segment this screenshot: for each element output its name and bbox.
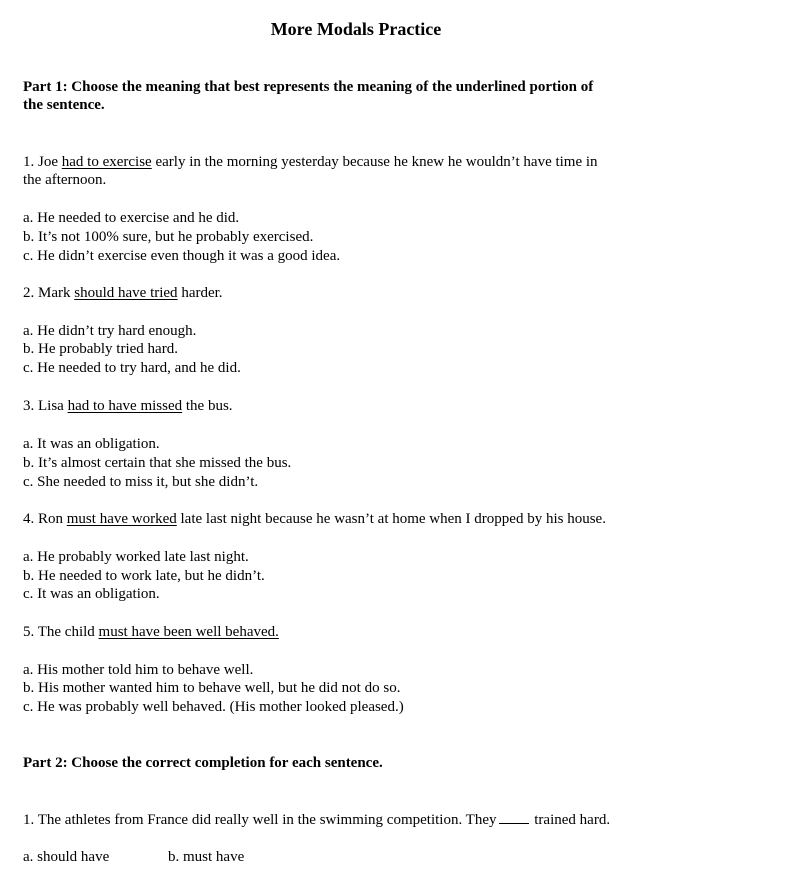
question-2-post: harder.: [177, 285, 223, 301]
question-2-option-a: a. He didn’t try hard enough.: [23, 323, 197, 339]
question-3-underlined: had to have missed: [67, 398, 183, 414]
page-title: More Modals Practice: [270, 19, 442, 39]
question-1: [23, 153, 598, 172]
part2-question-1-option-a: a. should have: [23, 849, 110, 865]
part2-question-1: [23, 811, 610, 830]
part2-heading: Part 2: Choose the correct completion for each sentence.: [23, 755, 383, 771]
question-3: [23, 397, 233, 416]
question-2-option-b: b. He probably tried hard.: [23, 341, 178, 357]
question-1-pre: 1. Joe: [23, 154, 62, 170]
question-5-option-c: c. He was probably well behaved. (His mother looked pleased.): [23, 699, 404, 715]
question-3-option-a: a. It was an obligation.: [23, 436, 160, 452]
part2-question-1-option-b: b. must have: [168, 849, 245, 865]
question-4-option-b: b. He needed to work late, but he didn’t.: [23, 568, 265, 584]
question-3-pre: 3. Lisa: [23, 398, 68, 414]
answer-blank: [499, 811, 529, 824]
question-4: [23, 510, 606, 529]
question-4-option-c: c. It was an obligation.: [23, 586, 160, 602]
question-1-option-a: a. He needed to exercise and he did.: [23, 210, 240, 226]
question-1-post: early in the morning yesterday because he knew he wouldn’t have time in: [151, 154, 598, 170]
question-5-pre: 5. The child: [23, 624, 99, 640]
question-2-pre: 2. Mark: [23, 285, 75, 301]
question-2-option-c: c. He needed to try hard, and he did.: [23, 360, 241, 376]
part2-question-1-pre: 1. The athletes from France did really well in the swimming competition. They: [23, 812, 497, 828]
question-3-option-c: c. She needed to miss it, but she didn’t.: [23, 474, 259, 490]
part1-heading-line1: Part 1: Choose the meaning that best represents the meaning of the underlined portion of: [23, 79, 594, 95]
question-4-option-a: a. He probably worked late last night.: [23, 549, 249, 565]
question-5-underlined: must have been well behaved.: [98, 624, 279, 640]
question-5-option-b: b. His mother wanted him to behave well, but he did not do so.: [23, 680, 401, 696]
question-1-underlined: had to exercise: [61, 154, 152, 170]
question-4-underlined: must have worked: [66, 511, 177, 527]
question-5-option-a: a. His mother told him to behave well.: [23, 662, 254, 678]
question-1-option-b: b. It’s not 100% sure, but he probably exercised.: [23, 229, 314, 245]
question-2-underlined: should have tried: [74, 285, 178, 301]
question-3-option-b: b. It’s almost certain that she missed the bus.: [23, 455, 292, 471]
part1-heading-line2: the sentence.: [23, 97, 105, 113]
part2-question-1-post: trained hard.: [530, 812, 611, 828]
question-3-post: the bus.: [182, 398, 233, 414]
question-4-pre: 4. Ron: [23, 511, 67, 527]
question-1-line2: the afternoon.: [23, 172, 107, 188]
question-5: [23, 623, 279, 642]
question-2: [23, 284, 223, 303]
question-1-option-c: c. He didn’t exercise even though it was a good idea.: [23, 248, 341, 264]
question-4-post: late last night because he wasn’t at home when I dropped by his house.: [176, 511, 606, 527]
